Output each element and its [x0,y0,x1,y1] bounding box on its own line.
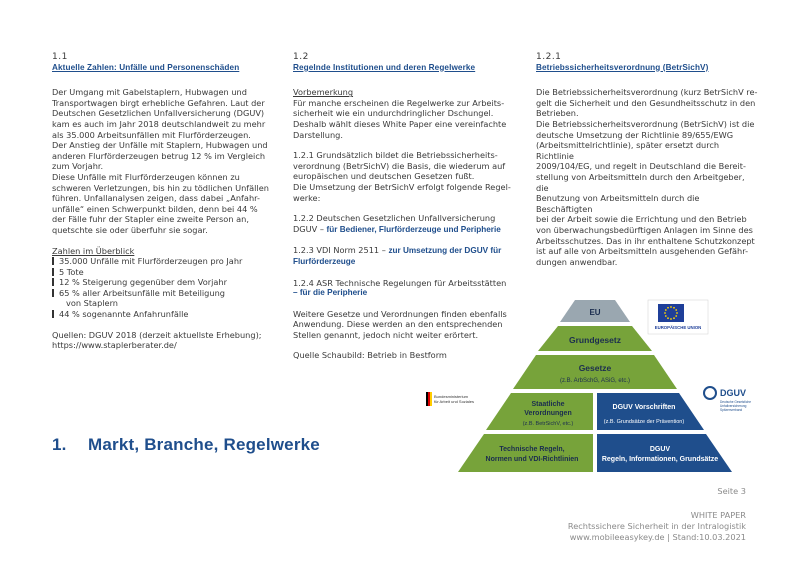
rule-item-asr: 1.2.4 ASR Technische Regelungen für Arbeitsstätten – für die Peripherie [293,277,507,298]
text-line: von überwachungsbedürftigen Anlagen im Sinne des [536,224,753,235]
svg-text:Spitzenverband: Spitzenverband [720,408,743,412]
section-number: 1.2.1 [536,52,562,62]
col1-paragraph [52,87,274,235]
footer-info: WHITE PAPER Rechtssichere Sicherheit in der Intralogistik www.mobileeasykey.de | Stand:10.03.2021 [567,510,746,542]
text-line: stellung von Arbeitsmitteln durch den Arbeitgeber, die [536,171,745,193]
text-line: quetschte sie oder überfuhr sie sogar. [52,224,208,235]
text-line: anderen Flurförderzeugen betrug 12 % im Vergleich [52,150,266,161]
section-number: 1.2 [293,52,309,62]
section-heading: Regelnde Institutionen und deren Regelwerke [293,62,476,72]
list-item: 35.000 Unfälle mit Flurförderzeugen pro Jahr [52,256,274,267]
tier-dguv-regeln [597,434,732,472]
regulation-pyramid [420,296,760,476]
text-line: bei der Arbeit sowie die Errichtung und den Betrieb [536,214,747,225]
text-line: gelt die Sicherheit und den Gesundheitsschutz in den [536,97,756,108]
svg-text:Unfallversicherung: Unfallversicherung [720,404,747,408]
tier-gesetze-label: Gesetze [578,363,612,373]
svg-text:DGUV: DGUV [649,446,671,453]
chapter-name: Markt, Branche, Regelwerke [88,435,320,454]
svg-text:(z.B. BetrSichV, etc.): (z.B. BetrSichV, etc.) [522,421,574,427]
svg-text:DGUV Vorschriften: DGUV Vorschriften [612,404,676,411]
sources: Quellen: DGUV 2018 (derzeit aktuellste Erhebung); https://www.staplerberater.de/ [52,329,262,351]
svg-text:Bundesministerium: Bundesministerium [434,394,469,399]
tier-grundgesetz-label: Grundgesetz [569,335,621,345]
svg-text:EUROPÄISCHE UNION: EUROPÄISCHE UNION [654,325,702,330]
preface-text: Für manche erscheinen die Regelwerke zur Arbeits- sicherheit wie ein undurchdringlicher Dschungel. Deshalb wählt dieses White Paper eine vereinfachte Darstellung. [293,97,507,140]
text-line: ist auf alle von Arbeitsmitteln ausgehenden Gefähr- [536,246,749,257]
svg-text:Staatliche: Staatliche [531,401,565,408]
text-line: als 35.000 Arbeitsunfällen mit Flurförderzeugen. [52,129,251,140]
text-line: Die Betriebssicherheitsverordnung (BetrSichV) ist die [536,118,755,129]
svg-text:(z.B. Grundsätze der Präventio: (z.B. Grundsätze der Prävention) [603,419,685,425]
section-heading: Aktuelle Zahlen: Unfälle und Personenschäden [52,62,240,72]
rule-item-dguv: 1.2.2 Deutschen Gesetzlichen Unfallversicherung DGUV – für Bediener, Flurförderzeuge und Peripherie [293,213,501,234]
svg-text:Technische Regeln,: Technische Regeln, [499,446,565,453]
dguv-logo [704,387,751,412]
text-line: führen. Unfallanalysen zeigen, dass dabei „Anfahr- [52,193,260,204]
column-3 [536,52,758,267]
text-line: schweren Verletzungen, bis hin zu tödlichen Unfällen [52,182,269,193]
col3-paragraph [536,87,758,267]
column-1 [52,52,274,351]
text-line: dungen anwendbar. [536,256,618,267]
svg-text:Deutsche Gesetzliche: Deutsche Gesetzliche [720,400,752,404]
tier-gesetze-sub: (z.B. ArbSchG, ASiG, etc.) [559,378,631,384]
svg-text:Normen und VDI-Richtlinien: Normen und VDI-Richtlinien [485,456,579,463]
text-line: (Arbeitsmittelrichtlinie), später ersetzt durch Richtlinie [536,140,720,161]
bmas-logo [422,384,476,418]
section-number: 1.1 [52,52,68,62]
image-source: Quelle Schaubild: Betrieb in Bestform [293,350,447,361]
text-line: Der Anstieg der Unfälle mit Staplern, Hubwagen und [52,140,268,151]
section-heading: Betriebssicherheitsverordnung (BetrSichV) [536,62,709,72]
text-line: Benutzung von Arbeitsmitteln durch die Beschäftigten [536,193,700,214]
list-item: 65 % aller Arbeitsunfälle mit Beteiligung von Staplern [52,288,274,309]
page-number: Seite 3 [717,486,746,496]
list-item: 44 % sogenannte Anfahrunfälle [52,309,274,320]
list-title: Zahlen im Überblick [52,245,135,256]
text-line: Die Betriebssicherheitsverordnung (kurz BetrSichV re- [536,87,758,98]
text-line: Transportwagen birgt erhebliche Gefahren. Laut der [52,97,265,108]
list-item: 12 % Steigerung gegenüber dem Vorjahr [52,277,274,288]
eu-flag-logo [648,300,708,334]
text-line: Der Umgang mit Gabelstaplern, Hubwagen und [52,87,247,98]
text-line: kam es auch im Jahr 2018 deutschlandweit zu mehr [52,118,266,129]
text-line: unfälle“ einen Schwerpunkt bilden, denn bei 44 % [52,203,258,214]
text-line: zum Vorjahr. [52,161,104,172]
more-laws-text: Weitere Gesetze und Verordnungen finden ebenfalls Anwendung. Diese werden an den entsprechenden Stellen genannt, jedoch nicht weiter erörtert. [293,308,507,340]
text-line: Arbeitsschutzes. Das in ihr enthaltene Schutzkonzept [536,235,755,246]
svg-text:Verordnungen: Verordnungen [524,410,572,417]
text-line: Betrieben. [536,108,579,119]
rule-item-vdi: 1.2.3 VDI Norm 2511 – zur Umsetzung der DGUV für Flurförderzeuge [293,245,502,266]
text-line: Deutschen Gesetzlichen Unfallversicherung (DGUV) [52,108,265,119]
preface-title: Vorbemerkung [293,87,354,98]
svg-text:Regeln, Informationen, Grundsä: Regeln, Informationen, Grundsätze [601,456,719,463]
text-line: Diese Unfälle mit Flurförderzeugen können zu [52,171,240,182]
list-item: 5 Tote [52,267,274,278]
svg-text:DGUV: DGUV [720,388,747,398]
basis-text: 1.2.1 Grundsätzlich bildet die Betriebssicherheits- verordnung (BetrSichV) die Basis, die wiederum auf europäischen und deutschen Gesetzen fußt. Die Umsetzung der BetrSichV erfolgt folgende Regel- werke: [293,150,511,203]
facts-list [52,256,274,320]
tier-technische-regeln [458,434,593,472]
chapter-number: 1. [52,435,67,454]
text-line: deutsche Umsetzung der Richtlinie 89/655/EWG [536,129,734,140]
svg-text:für Arbeit und Soziales: für Arbeit und Soziales [434,399,475,404]
chapter-title [52,435,320,454]
text-line: 2009/104/EG, und regelt in Deutschland die Bereit- [536,161,746,172]
tier-eu-label: EU [589,308,601,317]
text-line: der Fälle fuhr der Stapler eine zweite Person an, [52,214,249,225]
